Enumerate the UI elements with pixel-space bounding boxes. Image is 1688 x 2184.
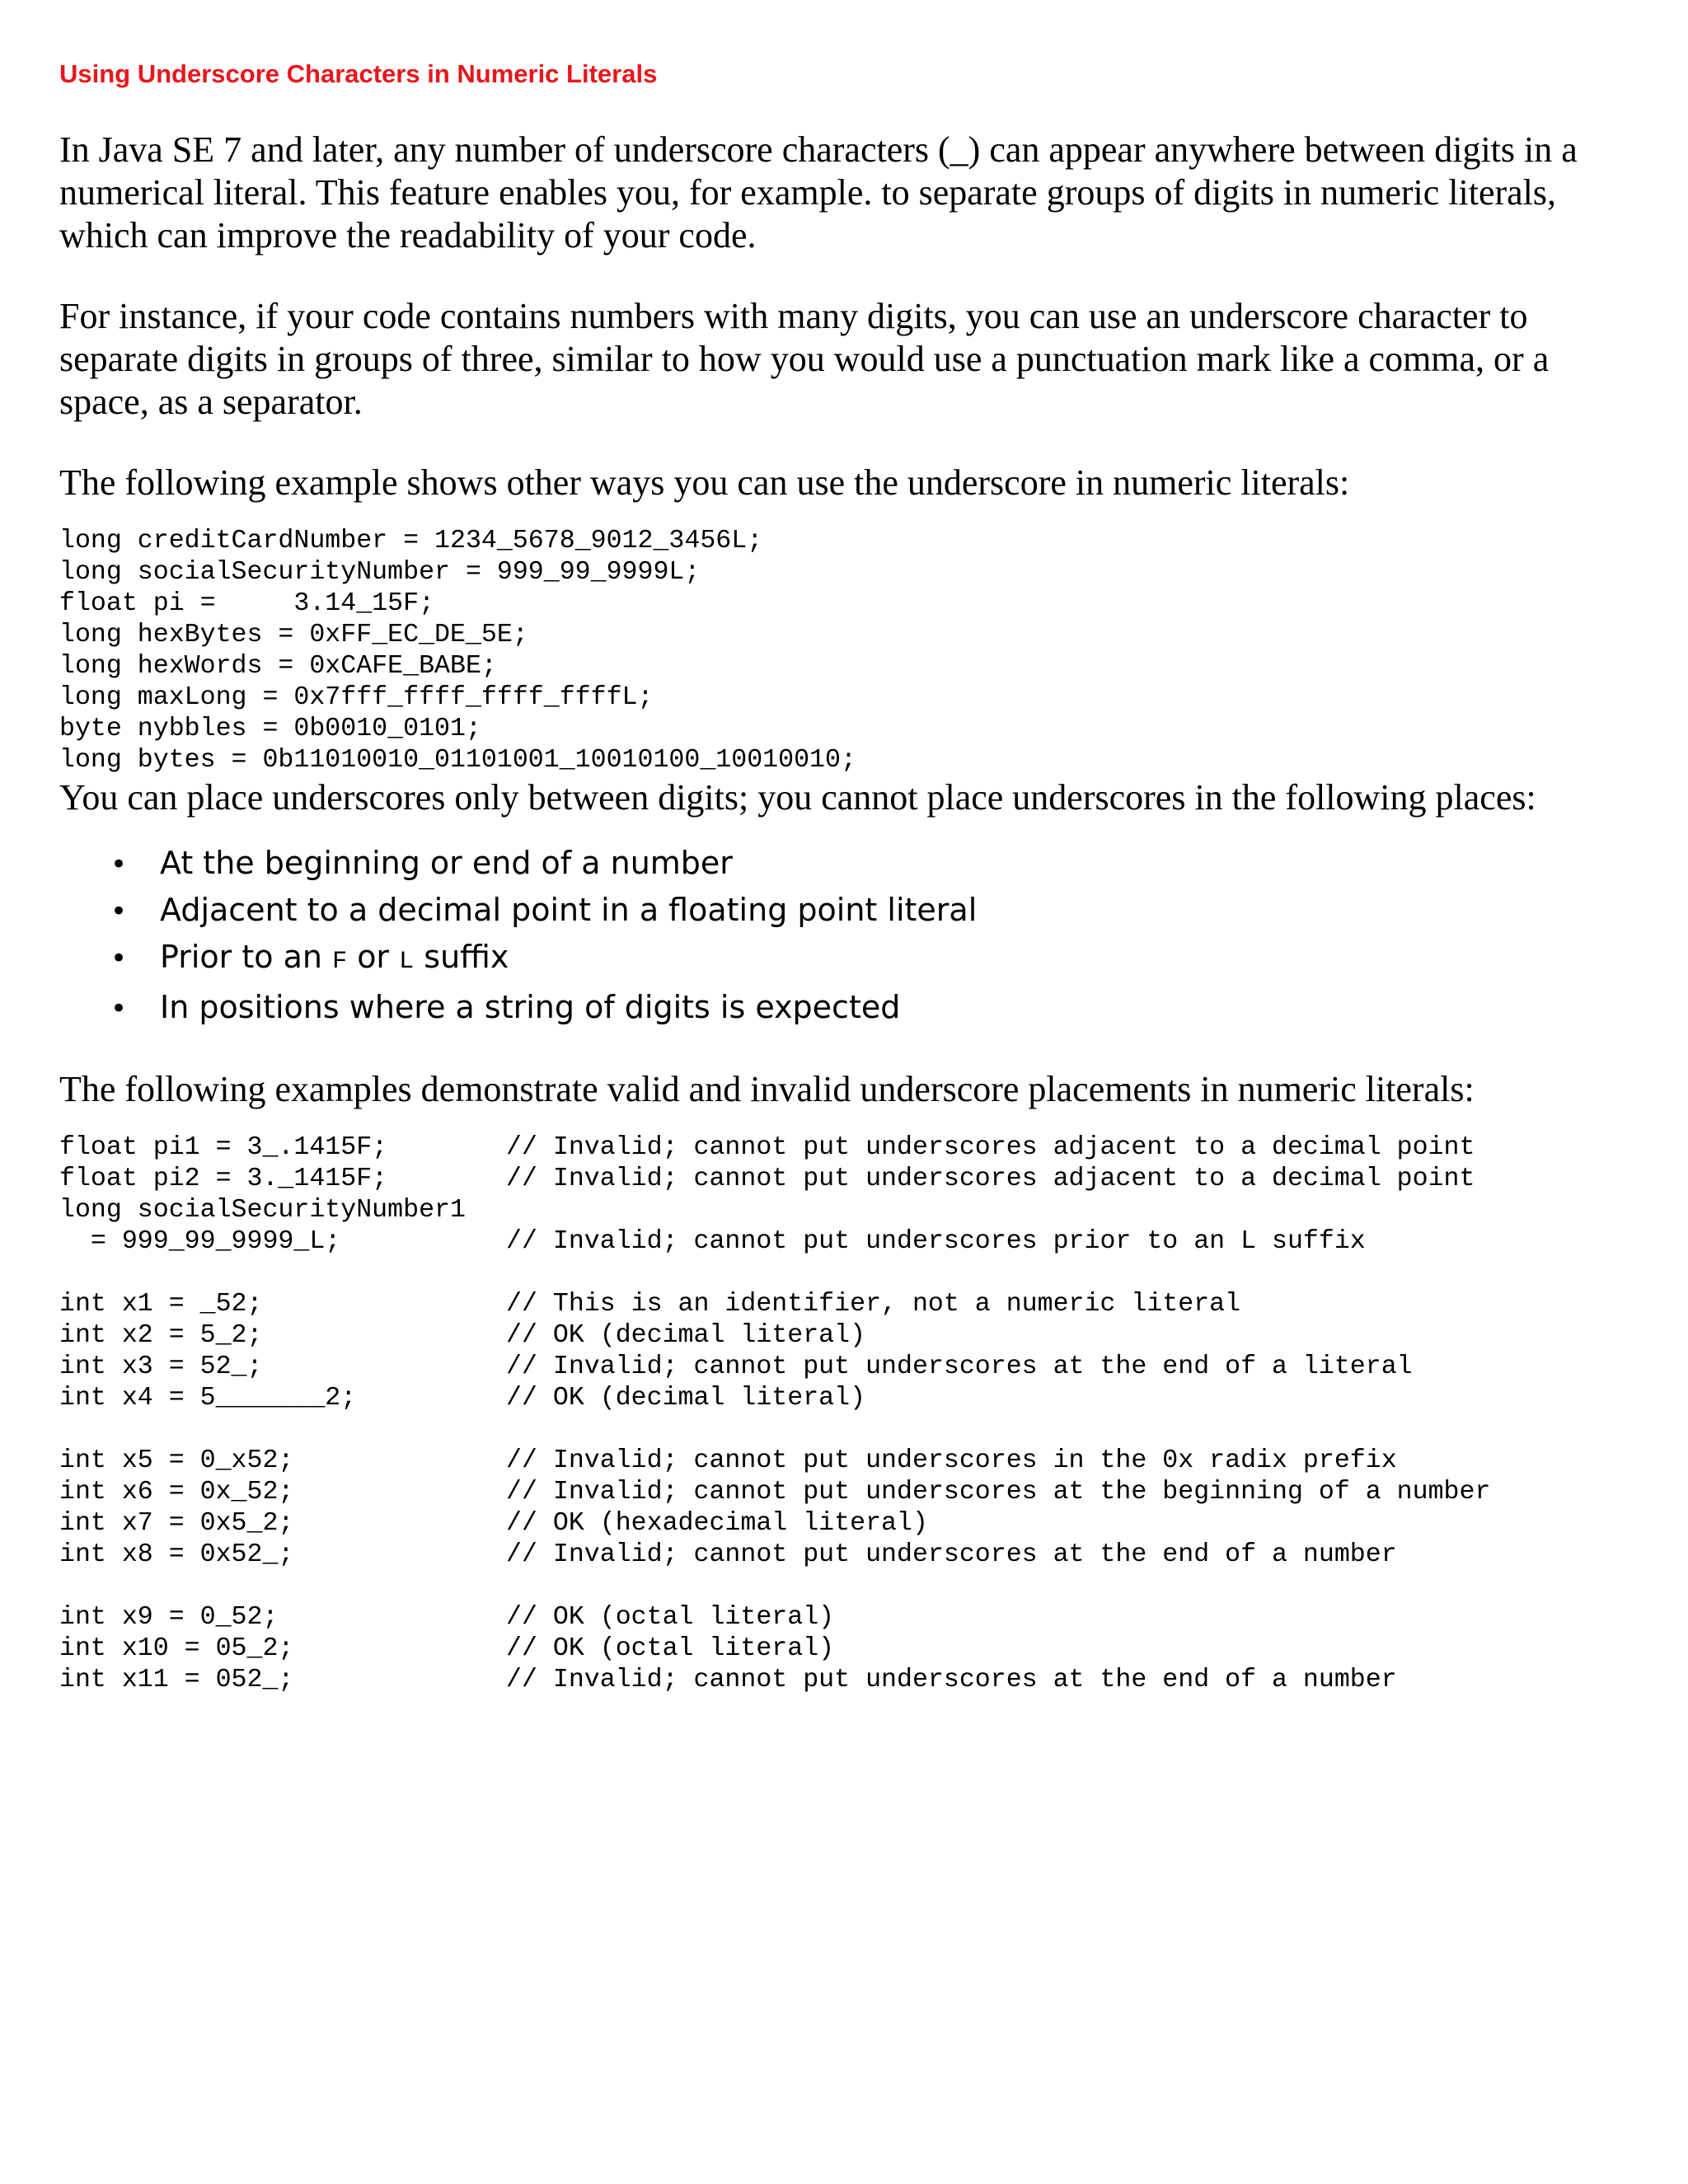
comment-cell: // Invalid; cannot put underscores prior to an L suffix <box>506 1227 1366 1256</box>
comment-cell: // Invalid; cannot put underscores at the end of a literal <box>506 1352 1413 1381</box>
code-row <box>59 1320 1490 1352</box>
page-title: Using Underscore Characters in Numeric Literals <box>59 59 658 88</box>
list-item-text: At the beginning or end of a number <box>160 845 733 881</box>
example-intro-paragraph: The following example shows other ways you can use the underscore in numeric literals: <box>59 462 1350 503</box>
code-row <box>59 1540 1490 1571</box>
code-row <box>59 1132 1490 1164</box>
code-cell: long socialSecurityNumber1 <box>59 1196 466 1225</box>
code-cell: int x1 = _52; <box>59 1290 263 1319</box>
bullet-icon: • <box>110 942 128 975</box>
code-row <box>59 1477 1490 1508</box>
suffix-f-code: F <box>332 948 348 976</box>
comment-cell <box>506 1571 1490 1602</box>
list-item-text <box>160 935 509 985</box>
bullet-icon: • <box>110 895 128 928</box>
list-item-text-prefix: Prior to an <box>160 939 322 975</box>
comment-cell: // This is an identifier, not a numeric literal <box>506 1290 1241 1319</box>
document-page <box>59 58 1634 1696</box>
bullet-icon: • <box>110 848 128 881</box>
instance-paragraph: For instance, if your code contains numbers with many digits, you can use an underscore character to separate digits in groups of three, similar to how you would use a punctuation mark like a comma, or a space, as a separator. <box>59 296 1550 422</box>
code-cell: int x5 = 0_x52; <box>59 1446 294 1475</box>
list-item-text: In positions where a string of digits is expected <box>160 989 901 1025</box>
comment-cell: // OK (decimal literal) <box>506 1321 866 1350</box>
code-line: long bytes = 0b11010010_01101001_10010100_10010010; <box>59 746 856 775</box>
list-item <box>110 935 1634 985</box>
code-row <box>59 1164 1490 1195</box>
code-cell: = 999_99_9999_L; <box>59 1227 341 1256</box>
list-item-text-suffix: suffix <box>424 939 509 975</box>
code-row <box>59 1226 1490 1258</box>
code-cell: int x2 = 5_2; <box>59 1321 263 1350</box>
list-item <box>110 841 1634 888</box>
code-cell: int x4 = 5_______2; <box>59 1384 357 1413</box>
code-cell: int x6 = 0x_52; <box>59 1478 294 1507</box>
code-line: long socialSecurityNumber = 999_99_9999L; <box>59 558 701 587</box>
code-cell <box>59 1414 506 1446</box>
code-row <box>59 1633 1490 1665</box>
code-line: long creditCardNumber = 1234_5678_9012_3456L; <box>59 527 763 555</box>
comment-cell <box>506 1195 1490 1226</box>
code-cell: float pi2 = 3._1415F; <box>59 1165 388 1193</box>
code-cell: int x7 = 0x5_2; <box>59 1509 294 1538</box>
code-row <box>59 1383 1490 1414</box>
list-item <box>110 985 1634 1032</box>
code-example-2 <box>59 1132 1490 1696</box>
code-row <box>59 1508 1490 1540</box>
list-item-text-or: or <box>357 939 390 975</box>
code-line: long maxLong = 0x7fff_ffff_ffff_ffffL; <box>59 683 654 712</box>
bullet-icon: • <box>110 992 128 1025</box>
code-example-1 <box>59 526 1634 776</box>
comment-cell: // Invalid; cannot put underscores at the beginning of a number <box>506 1478 1491 1507</box>
spacer-row <box>59 1571 1490 1602</box>
code-line: long hexWords = 0xCAFE_BABE; <box>59 652 497 681</box>
code-cell: int x8 = 0x52_; <box>59 1540 294 1569</box>
spacer-row <box>59 1414 1490 1446</box>
list-item-text: Adjacent to a decimal point in a floating point literal <box>160 892 978 928</box>
comment-cell: // Invalid; cannot put underscores adjacent to a decimal point <box>506 1133 1475 1162</box>
code-row <box>59 1665 1490 1696</box>
places-intro-paragraph: You can place underscores only between digits; you cannot place underscores in the following places: <box>59 777 1536 818</box>
comment-cell: // OK (octal literal) <box>506 1634 835 1663</box>
comment-cell: // OK (hexadecimal literal) <box>506 1509 928 1538</box>
code-row <box>59 1446 1490 1477</box>
code-row <box>59 1195 1490 1226</box>
suffix-l-code: L <box>399 948 415 976</box>
code-cell <box>59 1571 506 1602</box>
intro-paragraph: In Java SE 7 and later, any number of underscore characters (_) can appear anywhere between digits in a numerical literal. This feature enables you, for example. to separate groups of digits in numeric literals, which can improve the readability of your code. <box>59 129 1578 255</box>
code-line: float pi = 3.14_15F; <box>59 589 435 618</box>
comment-cell: // Invalid; cannot put underscores in the 0x radix prefix <box>506 1446 1397 1475</box>
list-item <box>110 888 1634 935</box>
comment-cell: // Invalid; cannot put underscores adjacent to a decimal point <box>506 1165 1475 1193</box>
comment-cell: // OK (decimal literal) <box>506 1384 866 1413</box>
valid-invalid-intro-paragraph: The following examples demonstrate valid and invalid underscore placements in numeric literals: <box>59 1069 1475 1109</box>
comment-cell: // Invalid; cannot put underscores at the end of a number <box>506 1666 1397 1694</box>
code-cell: int x10 = 05_2; <box>59 1634 294 1663</box>
comment-cell <box>506 1258 1490 1289</box>
spacer-row <box>59 1258 1490 1289</box>
code-cell: int x11 = 052_; <box>59 1666 294 1694</box>
code-cell <box>59 1258 506 1289</box>
code-line: byte nybbles = 0b0010_0101; <box>59 715 481 743</box>
code-cell: int x9 = 0_52; <box>59 1603 279 1632</box>
code-row <box>59 1602 1490 1633</box>
comment-cell: // OK (octal literal) <box>506 1603 835 1632</box>
code-cell: int x3 = 52_; <box>59 1352 263 1381</box>
code-line: long hexBytes = 0xFF_EC_DE_5E; <box>59 621 528 649</box>
code-row <box>59 1352 1490 1383</box>
code-cell: float pi1 = 3_.1415F; <box>59 1133 388 1162</box>
comment-cell <box>506 1414 1490 1446</box>
restriction-list <box>59 841 1634 1032</box>
comment-cell: // Invalid; cannot put underscores at the end of a number <box>506 1540 1397 1569</box>
code-row <box>59 1289 1490 1320</box>
